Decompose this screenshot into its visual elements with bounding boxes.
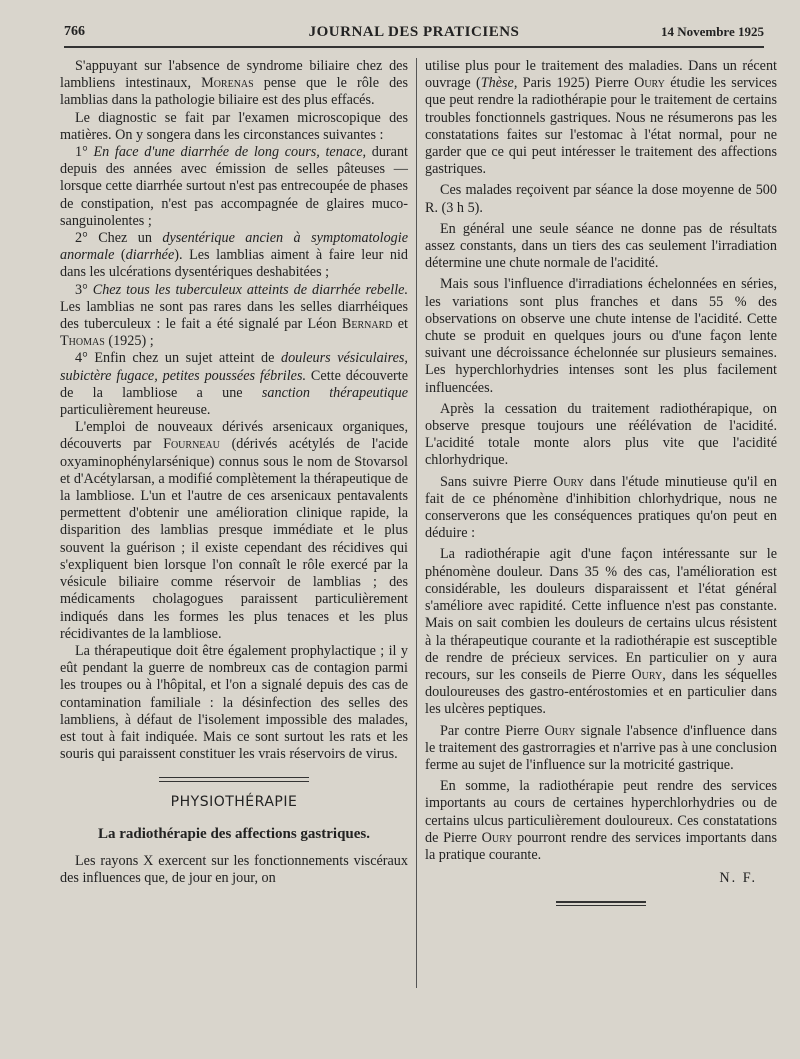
column-divider: [416, 58, 417, 988]
issue-date: 14 Novembre 1925: [660, 24, 764, 39]
paragraph: 1° En face d'une diarrhée de long cours, tenace, durant depuis des années avec émission de selles pâteuses — lorsque cette diarrhée surtout n'est pas entrecoupée de phases de constipation, n'est pas accompagnée de glaires muco-sanguinolentes ;: [60, 144, 408, 229]
paragraph: En somme, la radiothérapie peut rendre des services importants au cours de certaines hyperchlorhydries ou de certains ulcus particulièrement douloureux. Ces constatations de Pierre Oury pourront rendre des services importants dans la pratique courante.: [425, 778, 777, 863]
journal-title: JOURNAL DES PRATICIENS: [308, 24, 520, 40]
paragraph: 2° Chez un dysentérique ancien à symptomatologie anormale (diarrhée). Les lamblias aiment à faire leur nid dans les ulcérations dysentériques deshabitées ;: [60, 230, 409, 281]
section-title: PHYSIOTHÉRAPIE: [170, 794, 298, 811]
page-header: [64, 20, 764, 48]
paragraph: En général une seule séance ne donne pas de résultats assez constants, dans un tiers des cas seulement l'irradiation détermine une chute normale de l'acidité.: [425, 220, 777, 272]
left-column: [60, 58, 408, 887]
paragraph: Mais sous l'influence d'irradiations échelonnées en séries, les variations sont plus franches et dans 55 % des observations on observe une chute intense de l'acidité. Cette chute se produit en quelques jours ou d'une façon lente suivant une décroissance échelonnée sur plusieurs semaines. Les hyperchlorhydries intenses sont les plus facilement influencées.: [425, 276, 777, 396]
right-column: [425, 58, 777, 906]
paragraph: utilise plus pour le traitement des maladies. Dans un récent ouvrage (Thèse, Paris 1925) Pierre Oury étudie les services que peut rendre la radiothérapie pour le traitement de certains troubles fonctionnels gastriques. Nous ne résumerons pas les constatations faites sur l'estomac à l'état normal, pour ne garder que ce qui peut intéresser le traitement des affections gastriques.: [425, 58, 777, 178]
paragraph: 4° Enfin chez un sujet atteint de douleurs vésiculaires, subictère fugace, petites poussées fébriles. Cette découverte de la lambliose a une sanction thérapeutique particulièrement heureuse.: [60, 350, 409, 419]
paragraph: Ces malades reçoivent par séance la dose moyenne de 500 R. (3 h 5).: [425, 182, 777, 216]
paragraph: La thérapeutique doit être également prophylactique ; il y eût pendant la guerre de nombreux cas de contagion parmi les troupes ou à l'hôpital, et l'on a signalé depuis des cas de contamination familiale : la désinfection des selles des lambliens, à défaut de l'isolement impossible des malades, est tout à fait indiquée. Mais ce sont surtout les rats et les souris qui paraissent constituer les vrais réservoirs de virus.: [60, 642, 408, 763]
author-signature: N. F.: [719, 870, 757, 887]
paragraph: Les rayons X exercent sur les fonctionnements viscéraux des influences que, de jour en jour, on: [60, 852, 408, 886]
paragraph: Le diagnostic se fait par l'examen microscopique des matières. On y songera dans les circonstances suivantes :: [60, 109, 408, 143]
paragraph: 3° Chez tous les tuberculeux atteints de diarrhée rebelle. Les lamblias ne sont pas rares dans les selles diarrhéiques des tuberculeux : le fait a été signalé par Léon Bernard et Thomas (1925) ;: [60, 281, 408, 350]
paragraph: Sans suivre Pierre Oury dans l'étude minutieuse qu'il en fait de ce phénomène d'inhibition chlorhydrique, nous ne conserverons que les conséquences pratiques qu'on peut en déduire :: [425, 473, 777, 542]
article-title: La radiothérapie des affections gastriques.: [97, 825, 371, 842]
paragraph: L'emploi de nouveaux dérivés arsenicaux organiques, découverts par Fourneau (dérivés acétylés de l'acide oxyaminophénylarsénique) connus sous le nom de Stovarsol et d'Acétylarsan, a modifié complètement la thérapeutique de la lambliose. L'un et l'autre de ces arsenicaux pentavalents permettent d'obtenir une amélioration clinique rapide, la disparition des lamblias presque immédiate et le plus souvent la guérison ; il existe cependant des récidives qui s'expliquent bien lorsque l'on connaît le rôle exercé par la vésicule biliaire comme réservoir de lamblias ; des médicaments cholagogues paraissent particulièrement indiqués dans les formes les plus tenaces et les plus récidivantes de la lambliose.: [60, 419, 408, 642]
paragraph: Après la cessation du traitement radiothérapique, on observe presque toujours une réélévation de l'acidité. L'acidité totale monte alors plus vite que l'acidité chlorhydrique.: [425, 400, 777, 469]
paragraph: S'appuyant sur l'absence de syndrome biliaire chez des lambliens intestinaux, Morenas pense que le rôle des lamblias dans la pathologie biliaire est des plus effacés.: [60, 58, 409, 109]
section-rule: [159, 777, 309, 782]
end-rule: [556, 901, 646, 906]
page-number: 766: [64, 24, 85, 39]
paragraph: Par contre Pierre Oury signale l'absence d'influence dans le traitement des gastrorragies et n'arrive pas à une conclusion ferme au sujet de l'influence sur la motricité gastrique.: [425, 722, 777, 773]
paragraph: La radiothérapie agit d'une façon intéressante sur le phénomène douleur. Dans 35 % des cas, l'amélioration est considérable, les douleurs disparaissent et l'état général s'améliore avec rapidité. Cette influence n'est pas constante. Mais on sait combien les douleurs de certains ulcus résistent à la thérapeutique courante et la radiothérapie est susceptible de rendre de précieux services. En particulier on y aura recours, sur les conseils de Pierre Oury, dans les séquelles douloureuses des gastro-entérostomies et en particulier dans les ulcères peptiques.: [425, 546, 777, 718]
